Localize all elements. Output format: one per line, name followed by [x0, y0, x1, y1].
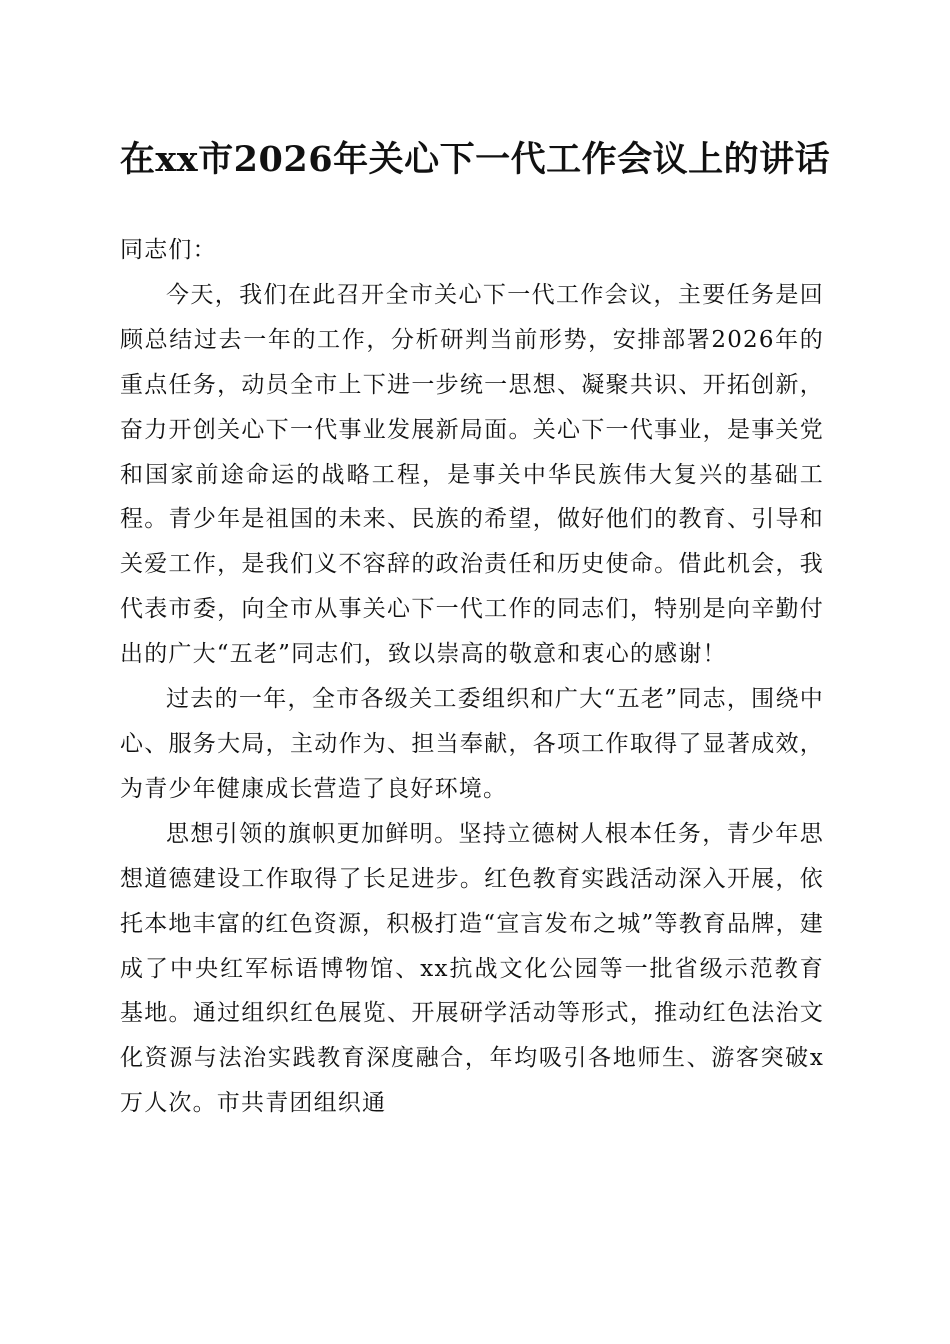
paragraph-opening: 今天，我们在此召开全市关心下一代工作会议，主要任务是回顾总结过去一年的工作，分析研判当前形势，安排部署2026年的重点任务，动员全市上下进一步统一思想、凝聚共识、开拓创新，奋力开创关心下一代事业发展新局面。关心下一代事业，是事关党和国家前途命运的战略工程，是事关中华民族伟大复兴的基础工程。青少年是祖国的未来、民族的希望，做好他们的教育、引导和关爱工作，是我们义不容辞的政治责任和历史使命。借此机会，我代表市委，向全市从事关心下一代工作的同志们，特别是向辛勤付出的广大“五老”同志们，致以崇高的敬意和衷心的感谢！	[120, 281, 824, 668]
paragraph-ideological-guidance: 思想引领的旗帜更加鲜明。坚持立德树人根本任务，青少年思想道德建设工作取得了长足进步。红色教育实践活动深入开展，依托本地丰富的红色资源，积极打造“宣言发布之城”等教育品牌，建成了中央红军标语博物馆、xx抗战文化公园等一批省级示范教育基地。通过组织红色展览、开展研学活动等形式，推动红色法治文化资源与法治实践教育深度融合，年均吸引各地师生、游客突破x万人次。市共青团组织通	[120, 820, 824, 1117]
document-body	[120, 228, 824, 1126]
paragraph-past-year: 过去的一年，全市各级关工委组织和广大“五老”同志，围绕中心、服务大局，主动作为、担当奉献，各项工作取得了显著成效，为青少年健康成长营造了良好环境。	[120, 686, 824, 802]
document-title: 在xx市2026年关心下一代工作会议上的讲话	[119, 139, 831, 180]
salutation: 同志们：	[120, 237, 217, 263]
